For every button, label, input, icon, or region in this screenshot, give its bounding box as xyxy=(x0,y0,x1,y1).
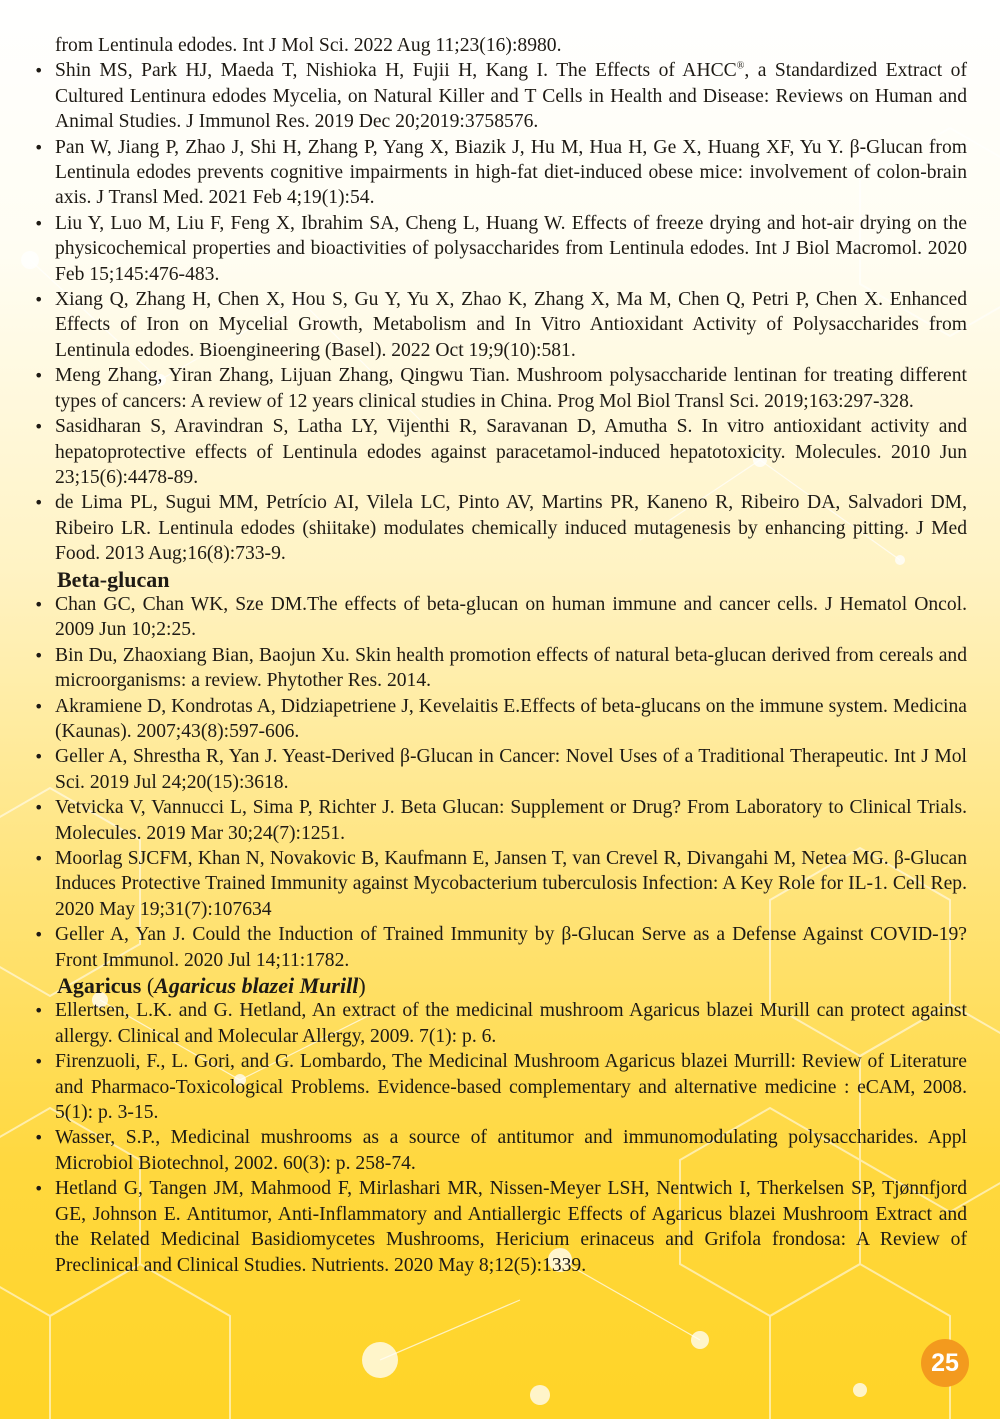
reference-item xyxy=(55,58,967,134)
reference-item: • Xiang Q, Zhang H, Chen X, Hou S, Gu Y, Yu X, Zhao K, Zhang X, Ma M, Chen Q, Petri P, Chen X. Enhanced Effects of Iron on Mycelial Growth, Metabolism and In Vitro Antioxidant Activity of Polysaccharides from Lentinula edodes. Bioengineering (Basel). 2022 Oct 19;9(10):581. xyxy=(55,287,967,363)
reference-item: • Chan GC, Chan WK, Sze DM.The effects of beta-glucan on human immune and cancer cells. J Hematol Oncol. 2009 Jun 10;2:25. xyxy=(55,592,967,643)
reference-item: • Sasidharan S, Aravindran S, Latha LY, Vijenthi R, Saravanan D, Amutha S. In vitro antioxidant activity and hepatoprotective effects of Lentinula edodes against paracetamol-induced hepatotoxicity. Molecules. 2010 Jun 23;15(6):4478-89. xyxy=(55,414,967,490)
reference-text-part: , a Standardized Extract of Cultured Lentinura edodes Mycelia, on Natural Killer and T Cells in Health and Disease: Reviews on Human and Animal Studies. J Immunol Res. 2019 Dec 20;2019:3758576. xyxy=(55,60,967,133)
page-number-badge: 25 xyxy=(921,1339,969,1387)
reference-item: • de Lima PL, Sugui MM, Petrício AI, Vilela LC, Pinto AV, Martins PR, Kaneno R, Ribeiro DA, Salvadori DM, Ribeiro LR. Lentinula edodes (shiitake) modulates chemically induced mutagenesis by enhancing pitting. J Med Food. 2013 Aug;16(8):733-9. xyxy=(55,490,967,566)
reference-item: • Akramiene D, Kondrotas A, Didziapetriene J, Kevelaitis E.Effects of beta-glucans on the immune system. Medicina (Kaunas). 2007;43(8):597-606. xyxy=(55,694,967,745)
reference-item: • Vetvicka V, Vannucci L, Sima P, Richter J. Beta Glucan: Supplement or Drug? From Laboratory to Clinical Trials. Molecules. 2019 Mar 30;24(7):1251. xyxy=(55,795,967,846)
reference-item: • Pan W, Jiang P, Zhao J, Shi H, Zhang P, Yang X, Biazik J, Hu M, Hua H, Ge X, Huang XF, Yu Y. β-Glucan from Lentinula edodes prevents cognitive impairments in high-fat diet-induced obese mice: involvement of colon-brain axis. J Transl Med. 2021 Feb 4;19(1):54. xyxy=(55,135,967,211)
reference-text-part: Shin MS, Park HJ, Maeda T, Nishioka H, Fujii H, Kang I. The Effects of AHCC xyxy=(55,60,737,82)
reference-item: • Meng Zhang, Yiran Zhang, Lijuan Zhang, Qingwu Tian. Mushroom polysaccharide lentinan for treating different types of cancers: A review of 12 years clinical studies in China. Prog Mol Biol Transl Sci. 2019;163:297-328. xyxy=(55,363,967,414)
references-content xyxy=(55,33,967,1278)
section-heading-beta-glucan: Beta-glucan xyxy=(57,566,170,592)
heading-paren-open: ( xyxy=(141,973,155,999)
reference-item: • Wasser, S.P., Medicinal mushrooms as a source of antitumor and immunomodulating polysaccharides. Appl Microbiol Biotechnol, 2002. 60(3): p. 258-74. xyxy=(55,1125,967,1176)
reference-item: • Bin Du, Zhaoxiang Bian, Baojun Xu. Skin health promotion effects of natural beta-glucan derived from cereals and microorganisms: a review. Phytother Res. 2014. xyxy=(55,643,967,694)
reference-item: • Geller A, Yan J. Could the Induction of Trained Immunity by β-Glucan Serve as a Defense Against COVID-19? Front Immunol. 2020 Jul 14;11:1782. xyxy=(55,922,967,973)
reference-item: • Moorlag SJCFM, Khan N, Novakovic B, Kaufmann E, Jansen T, van Crevel R, Divangahi M, Netea MG. β-Glucan Induces Protective Trained Immunity against Mycobacterium tuberculosis Infection: A Key Role for IL-1. Cell Rep. 2020 May 19;31(7):107634 xyxy=(55,846,967,922)
lentinula-reference-list xyxy=(55,58,967,566)
agaricus-reference-list xyxy=(55,998,967,1277)
registered-mark: ® xyxy=(736,60,745,72)
heading-bold-part: Agaricus xyxy=(57,973,142,999)
reference-item: • Hetland G, Tangen JM, Mahmood F, Mirlashari MR, Nissen-Meyer LSH, Nentwich I, Therkelsen SP, Tjønnfjord GE, Johnson E. Antitumor, Anti-Inflammatory and Antiallergic Effects of Agaricus blazei Mushroom Extract and the Related Medicinal Basidiomycetes Mushrooms, Hericium erinaceus and Grifola frondosa: A Review of Preclinical and Clinical Studies. Nutrients. 2020 May 8;12(5):1339. xyxy=(55,1176,967,1278)
reference-item: • Liu Y, Luo M, Liu F, Feng X, Ibrahim SA, Cheng L, Huang W. Effects of freeze drying and hot-air drying on the physicochemical properties and bioactivities of polysaccharides from Lentinula edodes. Int J Biol Macromol. 2020 Feb 15;145:476-483. xyxy=(55,211,967,287)
beta-glucan-reference-list xyxy=(55,592,967,973)
reference-item: • Firenzuoli, F., L. Gori, and G. Lombardo, The Medicinal Mushroom Agaricus blazei Murrill: Review of Literature and Pharmaco-Toxicological Problems. Evidence-based complementary and alternative medicine : eCAM, 2008. 5(1): p. 3-15. xyxy=(55,1049,967,1125)
reference-item: • Ellertsen, L.K. and G. Hetland, An extract of the medicinal mushroom Agaricus blazei Murill can protect against allergy. Clinical and Molecular Allergy, 2009. 7(1): p. 6. xyxy=(55,998,967,1049)
reference-continuation: from Lentinula edodes. Int J Mol Sci. 2022 Aug 11;23(16):8980. xyxy=(55,35,562,56)
heading-paren-close: ) xyxy=(358,973,366,999)
section-heading-agaricus xyxy=(55,973,967,998)
reference-item: • Geller A, Shrestha R, Yan J. Yeast-Derived β-Glucan in Cancer: Novel Uses of a Traditional Therapeutic. Int J Mol Sci. 2019 Jul 24;20(15):3618. xyxy=(55,744,967,795)
heading-italic-part: Agaricus blazei Murill xyxy=(154,973,359,999)
